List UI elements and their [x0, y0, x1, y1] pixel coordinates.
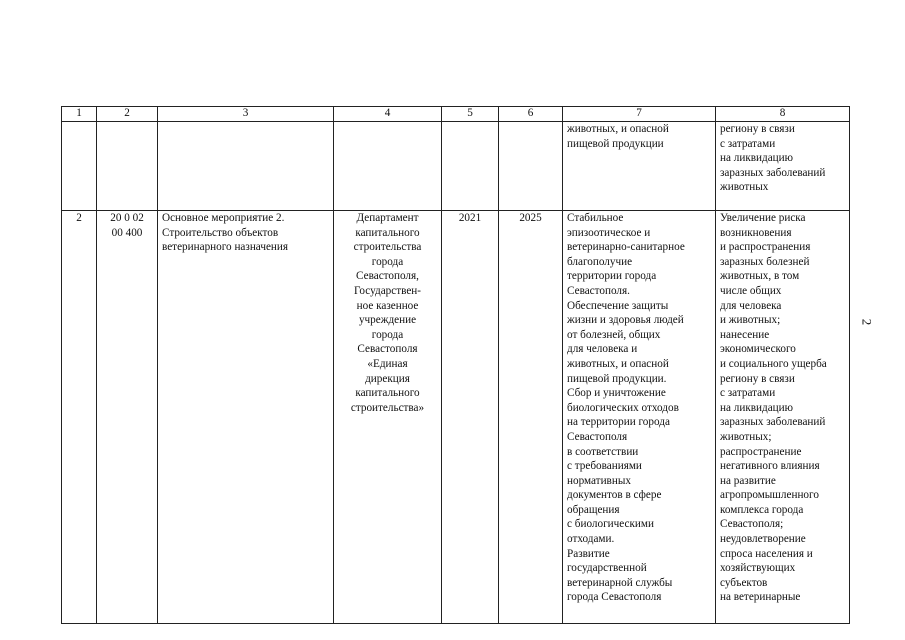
activity-cell: Основное мероприятие 2. Строительство объектов ветеринарного назначения	[158, 211, 334, 624]
header-row	[62, 107, 850, 122]
table-row	[62, 122, 850, 211]
code-cell: 20 0 02 00 400	[97, 211, 158, 624]
consequence-cell: региону в связи с затратами на ликвидацию заразных заболеваний животных	[716, 122, 850, 211]
result-cell: Стабильное эпизоотическое и ветеринарно-санитарное благополучие территории города Севастополя. Обеспечение защиты жизни и здоровья людей от болезней, общих для человека и животных, и опасной пищевой продукции. Сбор и уничтожение биологических отходов на территории города Севастополя в соответствии с требованиями нормативных документов в сфере обращения с биологическими отходами. Развитие государственной ветеринарной службы города Севастополя	[563, 211, 716, 624]
column-header: 5	[442, 107, 499, 122]
row-number-cell	[62, 122, 97, 211]
column-header: 1	[62, 107, 97, 122]
start-year-cell	[442, 122, 499, 211]
page-number: 2	[859, 318, 875, 326]
program-table	[61, 106, 850, 624]
column-header: 6	[499, 107, 563, 122]
end-year-cell	[499, 122, 563, 211]
column-header: 4	[334, 107, 442, 122]
executor-cell	[334, 122, 442, 211]
column-header: 7	[563, 107, 716, 122]
result-cell: животных, и опасной пищевой продукции	[563, 122, 716, 211]
table-row	[62, 211, 850, 624]
executor-cell: Департамент капитального строительства города Севастополя, Государствен- ное казенное учреждение города Севастополя «Единая дирекция капитального строительства»	[334, 211, 442, 624]
start-year-cell: 2021	[442, 211, 499, 624]
end-year-cell: 2025	[499, 211, 563, 624]
column-header: 2	[97, 107, 158, 122]
consequence-cell: Увеличение риска возникновения и распространения заразных болезней животных, в том числе общих для человека и животных; нанесение экономического и социального ущерба региону в связи с затратами на ликвидацию заразных заболеваний животных; распространение негативного влияния на развитие агропромышленного комплекса города Севастополя; неудовлетворение спроса населения и хозяйствующих субъектов на ветеринарные	[716, 211, 850, 624]
code-cell	[97, 122, 158, 211]
column-header: 3	[158, 107, 334, 122]
activity-cell	[158, 122, 334, 211]
row-number-cell: 2	[62, 211, 97, 624]
column-header: 8	[716, 107, 850, 122]
